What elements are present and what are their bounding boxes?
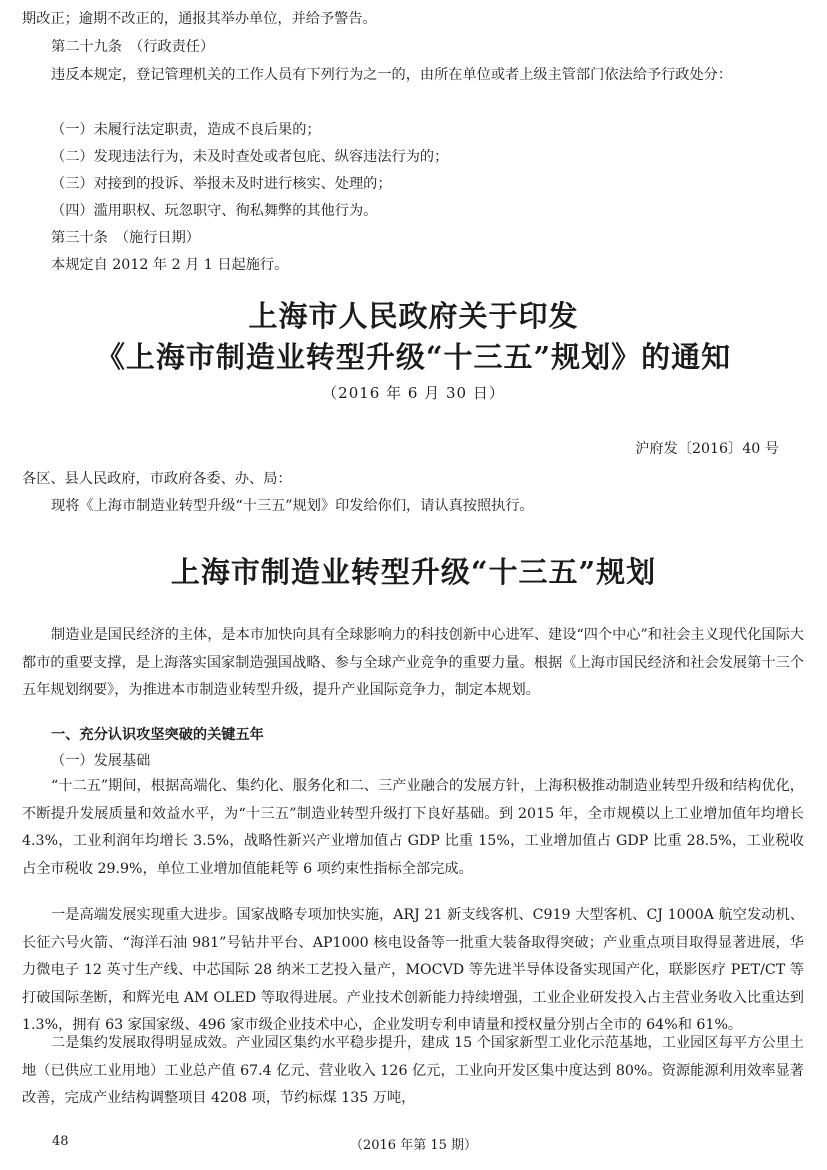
page-number: 48	[52, 1134, 69, 1149]
article-30-body: 本规定自 2012 年 2 月 1 日起施行。	[51, 257, 289, 273]
notice-title-line2: 《上海市制造业转型升级“十三五”规划》的通知	[95, 340, 732, 374]
plan-title: 上海市制造业转型升级“十三五”规划	[170, 555, 657, 589]
issue-label: （2016 年第 15 期）	[349, 1138, 478, 1153]
article-29-body: 违反本规定，登记管理机关的工作人员有下列行为之一的，由所在单位或者上级主管部门依法给予行政处分：	[51, 67, 733, 83]
subsection-heading: （一）发展基础	[51, 753, 151, 769]
continued-text: 期改正；逾期不改正的，通报其举办单位，并给予警告。	[22, 11, 377, 27]
list-item: （一）未履行法定职责，造成不良后果的；	[51, 122, 321, 138]
section-heading: 一、充分认识攻坚突破的关键五年	[51, 727, 264, 743]
notice-body: 现将《上海市制造业转型升级“十三五”规划》印发给你们，请认真按照执行。	[51, 498, 534, 514]
list-item: （四）滥用职权、玩忽职守、徇私舞弊的其他行为。	[51, 203, 378, 219]
document-number: 沪府发〔2016〕40 号	[635, 441, 779, 457]
list-item: （二）发现违法行为，未及时查处或者包庇、纵容违法行为的；	[51, 149, 449, 165]
notice-title-line1: 上海市人民政府关于印发	[248, 299, 579, 333]
intro-paragraph: 制造业是国民经济的主体，是本市加快向具有全球影响力的科技创新中心进军、建设“四个中心”和社会主义现代化国际大都市的重要支撑，是上海落实国家制造强国战略、参与全球产业竞争的重要力量。根据《上海市国民经济和社会发展第十三个五年规划纲要》，为推进本市制造业转型升级，提升产业国际竞争力，制定本规划。	[22, 627, 804, 698]
list-item: （三）对接到的投诉、举报未及时进行核实、处理的；	[51, 176, 392, 192]
article-30-title: 第三十条 （施行日期）	[51, 230, 200, 246]
paragraph: 二是集约发展取得明显成效。产业园区集约水平稳步提升，建成 15 个国家新型工业化示范基地，工业园区每平方公里土地（已供应工业用地）工业总产值 67.4 亿元、营业收入 126 亿元，工业向开发区集中度达到 80%。资源能源利用效率显著改善，完成产业结构调整项目 4208 项，节约标煤 135 万吨，	[22, 1035, 804, 1106]
addressee: 各区、县人民政府，市政府各委、办、局：	[22, 471, 292, 487]
notice-date: （2016 年 6 月 30 日）	[322, 384, 505, 402]
paragraph: 一是高端发展实现重大进步。国家战略专项加快实施，ARJ 21 新支线客机、C919 大型客机、CJ 1000A 航空发动机、长征六号火箭、“海洋石油 981”号钻井平台、AP1000 核电设备等一批重大装备取得突破；产业重点项目取得显著进展，华力微电子 12 英寸生产线、中芯国际 28 纳米工艺投入量产，MOCVD 等先进半导体设备实现国产化，联影医疗 PET/CT 等打破国际垄断，和辉光电 AM OLED 等取得进展。产业技术创新能力持续增强，工业企业研发投入占主营业务收入比重达到 1.3%，拥有 63 家国家级、496 家市级企业技术中心，企业发明专利申请量和授权量分别占全市的 64%和 61%。	[22, 907, 804, 1033]
article-29-title: 第二十九条 （行政责任）	[51, 39, 215, 55]
paragraph: “十二五”期间，根据高端化、集约化、服务化和二、三产业融合的发展方针，上海积极推动制造业转型升级和结构优化，不断提升发展质量和效益水平，为“十三五”制造业转型升级打下良好基础。到 2015 年，全市规模以上工业增加值年均增长 4.3%，工业利润年均增长 3.5%，战略性新兴产业增加值占 GDP 比重 15%，工业增加值占 GDP 比重 28.5%，工业税收占全市税收 29.9%，单位工业增加值能耗等 6 项约束性指标全部完成。	[22, 778, 804, 877]
